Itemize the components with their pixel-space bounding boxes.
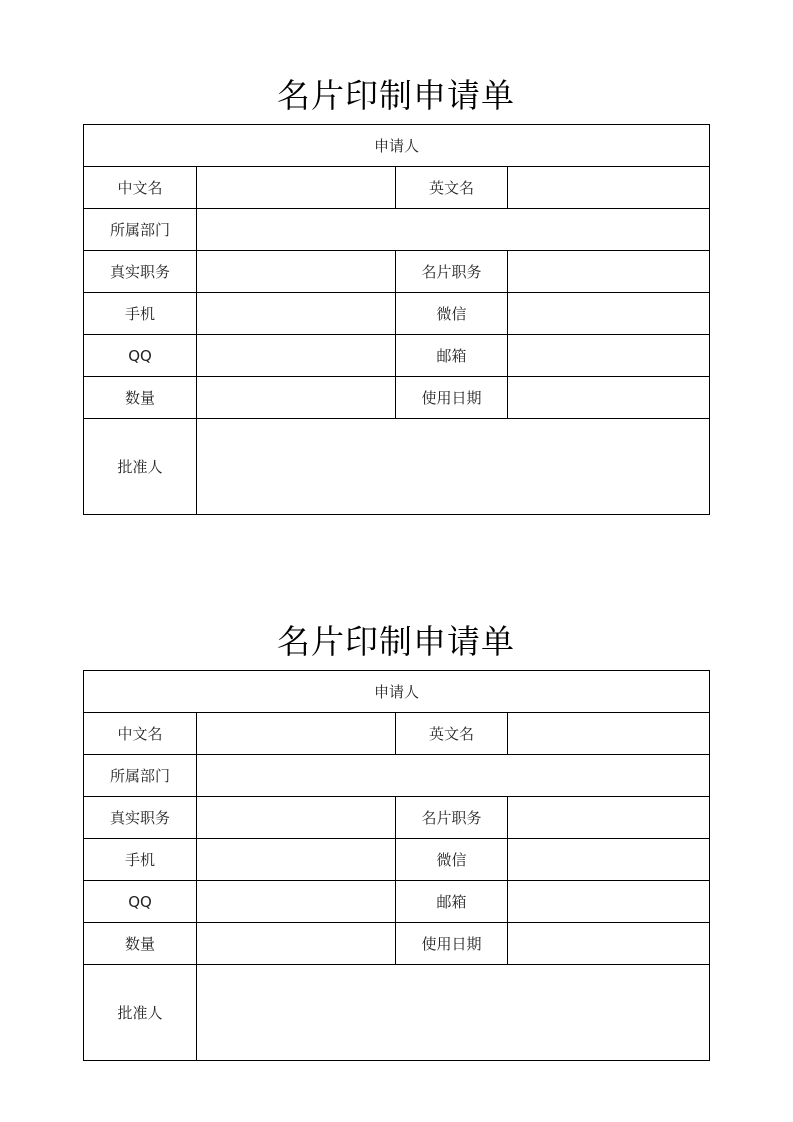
qq-label: QQ	[84, 335, 197, 377]
table-row	[84, 965, 710, 1061]
wechat-field[interactable]	[508, 839, 710, 881]
real-position-field[interactable]	[197, 797, 396, 839]
table-row	[84, 881, 710, 923]
quantity-label: 数量	[84, 377, 197, 419]
approver-label: 批准人	[84, 419, 197, 515]
table-row	[84, 839, 710, 881]
english-name-field[interactable]	[508, 713, 710, 755]
english-name-label: 英文名	[396, 167, 508, 209]
form-title: 名片印制申请单	[277, 621, 515, 661]
quantity-label: 数量	[84, 923, 197, 965]
qq-label: QQ	[84, 881, 197, 923]
real-position-label: 真实职务	[84, 797, 197, 839]
table-row	[84, 251, 710, 293]
quantity-field[interactable]	[197, 377, 396, 419]
mobile-field[interactable]	[197, 839, 396, 881]
table-row	[84, 335, 710, 377]
approver-field[interactable]	[197, 965, 710, 1061]
email-label: 邮箱	[396, 881, 508, 923]
real-position-field[interactable]	[197, 251, 396, 293]
form-title: 名片印制申请单	[277, 75, 515, 115]
use-date-field[interactable]	[508, 923, 710, 965]
table-row	[84, 209, 710, 251]
applicant-section-header: 申请人	[84, 125, 710, 167]
section-header-row	[84, 671, 710, 713]
business-card-request-form-1	[83, 62, 709, 515]
mobile-label: 手机	[84, 293, 197, 335]
email-label: 邮箱	[396, 335, 508, 377]
card-position-field[interactable]	[508, 797, 710, 839]
department-field[interactable]	[197, 755, 710, 797]
use-date-label: 使用日期	[396, 377, 508, 419]
form-table	[83, 124, 710, 515]
table-row	[84, 713, 710, 755]
applicant-section-header: 申请人	[84, 671, 710, 713]
chinese-name-label: 中文名	[84, 713, 197, 755]
chinese-name-field[interactable]	[197, 713, 396, 755]
card-position-label: 名片职务	[396, 251, 508, 293]
quantity-field[interactable]	[197, 923, 396, 965]
department-field[interactable]	[197, 209, 710, 251]
qq-field[interactable]	[197, 881, 396, 923]
wechat-label: 微信	[396, 293, 508, 335]
business-card-request-form-2	[83, 608, 709, 1061]
email-field[interactable]	[508, 881, 710, 923]
use-date-field[interactable]	[508, 377, 710, 419]
chinese-name-field[interactable]	[197, 167, 396, 209]
table-row	[84, 377, 710, 419]
form-table	[83, 670, 710, 1061]
email-field[interactable]	[508, 335, 710, 377]
chinese-name-label: 中文名	[84, 167, 197, 209]
card-position-label: 名片职务	[396, 797, 508, 839]
use-date-label: 使用日期	[396, 923, 508, 965]
qq-field[interactable]	[197, 335, 396, 377]
table-row	[84, 797, 710, 839]
mobile-field[interactable]	[197, 293, 396, 335]
table-row	[84, 923, 710, 965]
department-label: 所属部门	[84, 755, 197, 797]
wechat-field[interactable]	[508, 293, 710, 335]
real-position-label: 真实职务	[84, 251, 197, 293]
approver-field[interactable]	[197, 419, 710, 515]
table-row	[84, 755, 710, 797]
section-header-row	[84, 125, 710, 167]
english-name-field[interactable]	[508, 167, 710, 209]
card-position-field[interactable]	[508, 251, 710, 293]
english-name-label: 英文名	[396, 713, 508, 755]
department-label: 所属部门	[84, 209, 197, 251]
mobile-label: 手机	[84, 839, 197, 881]
wechat-label: 微信	[396, 839, 508, 881]
table-row	[84, 167, 710, 209]
approver-label: 批准人	[84, 965, 197, 1061]
table-row	[84, 419, 710, 515]
table-row	[84, 293, 710, 335]
